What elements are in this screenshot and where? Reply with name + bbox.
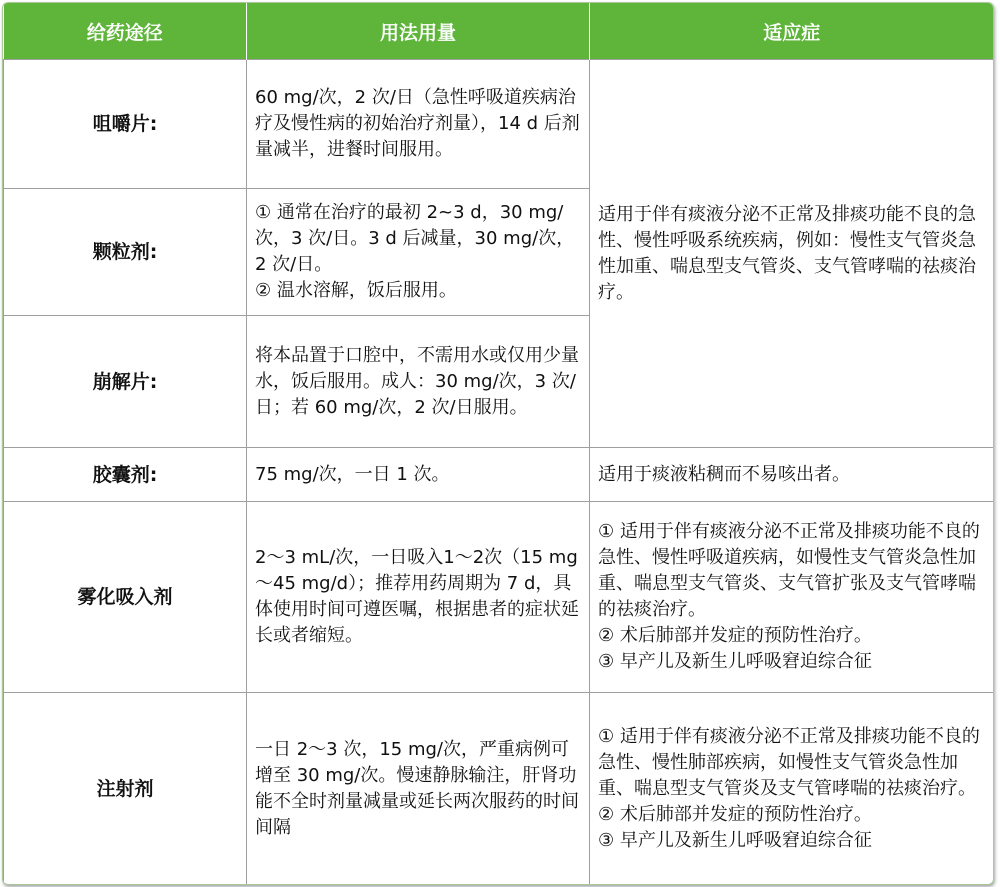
table-row <box>4 60 994 189</box>
dosage-table-frame <box>2 2 994 885</box>
indication-cell: ① 适用于伴有痰液分泌不正常及排痰功能不良的急性、慢性呼吸道疾病，如慢性支气管炎急性加重、喘息型支气管炎、支气管扩张及支气管哮喘的祛痰治疗。 ② 术后肺部并发症的预防性治疗。 ③ 早产儿及新生儿呼吸窘迫综合征 <box>590 502 994 693</box>
dosage-cell: 60 mg/次，2 次/日（急性呼吸道疾病治疗及慢性病的初始治疗剂量），14 d 后剂量减半，进餐时间服用。 <box>247 60 590 189</box>
dosage-cell: 75 mg/次，一日 1 次。 <box>247 448 590 502</box>
route-cell: 崩解片: <box>4 316 247 448</box>
route-cell: 颗粒剂: <box>4 189 247 316</box>
table-row <box>4 448 994 502</box>
header-indication: 适应症 <box>590 3 994 60</box>
table-row <box>4 693 994 886</box>
indication-cell: 适用于痰液粘稠而不易咳出者。 <box>590 448 994 502</box>
table-header-row <box>4 3 994 60</box>
dosage-cell: 将本品置于口腔中，不需用水或仅用少量水，饭后服用。成人：30 mg/次，3 次/日；若 60 mg/次，2 次/日服用。 <box>247 316 590 448</box>
route-cell: 咀嚼片: <box>4 60 247 189</box>
shared-indication-cell: 适用于伴有痰液分泌不正常及排痰功能不良的急性、慢性呼吸系统疾病，例如：慢性支气管炎急性加重、喘息型支气管炎、支气管哮喘的祛痰治疗。 <box>590 60 994 448</box>
dosage-table <box>3 3 994 885</box>
route-cell: 注射剂 <box>4 693 247 886</box>
header-route: 给药途径 <box>4 3 247 60</box>
dosage-cell: 2～3 mL/次，一日吸入1～2次（15 mg～45 mg/d）；推荐用药周期为 7 d，具体使用时间可遵医嘱，根据患者的症状延长或者缩短。 <box>247 502 590 693</box>
table-row <box>4 502 994 693</box>
route-cell: 雾化吸入剂 <box>4 502 247 693</box>
dosage-cell: 一日 2～3 次，15 mg/次，严重病例可增至 30 mg/次。慢速静脉输注，肝肾功能不全时剂量减量或延长两次服药的时间间隔 <box>247 693 590 886</box>
indication-cell: ① 适用于伴有痰液分泌不正常及排痰功能不良的急性、慢性肺部疾病，如慢性支气管炎急性加重、喘息型支气管炎及支气管哮喘的祛痰治疗。 ② 术后肺部并发症的预防性治疗。 ③ 早产儿及新生儿呼吸窘迫综合征 <box>590 693 994 886</box>
header-dosage: 用法用量 <box>247 3 590 60</box>
dosage-cell: ① 通常在治疗的最初 2~3 d，30 mg/次，3 次/日。3 d 后减量，30 mg/次，2 次/日。 ② 温水溶解，饭后服用。 <box>247 189 590 316</box>
route-cell: 胶囊剂: <box>4 448 247 502</box>
